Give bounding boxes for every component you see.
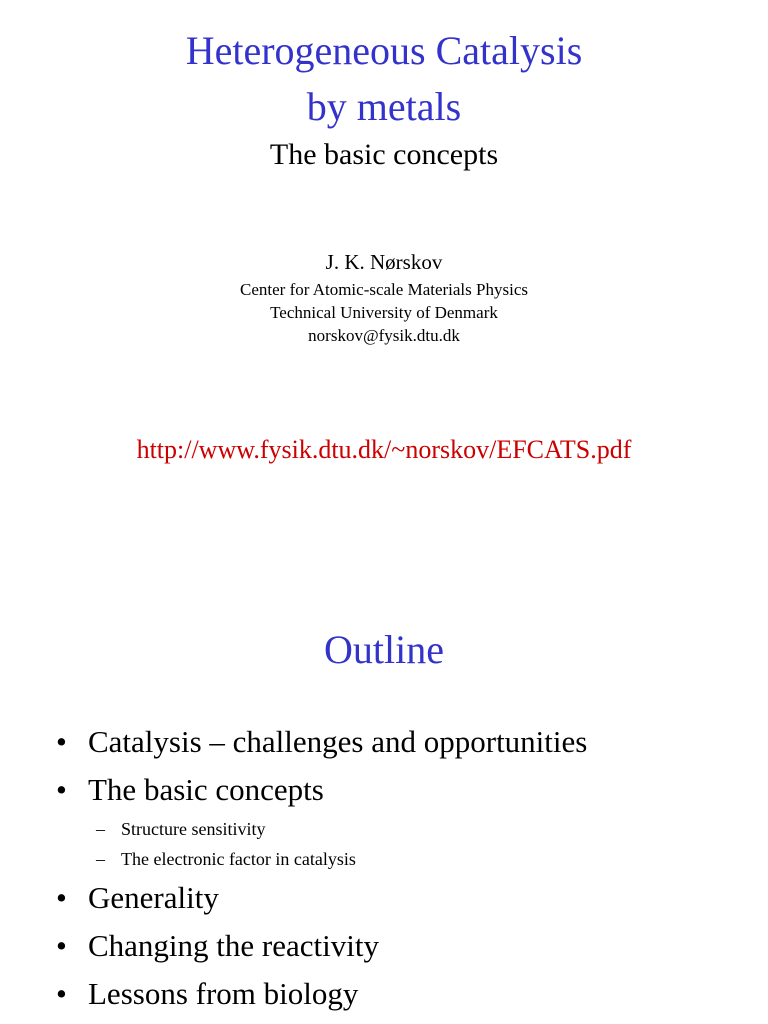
outline-item	[0, 874, 768, 922]
dash-icon: –	[96, 819, 105, 839]
outline-item	[0, 766, 768, 814]
outline-item-text: Changing the reactivity	[88, 928, 379, 963]
outline-subitem	[0, 844, 768, 874]
bullet-icon: •	[56, 772, 67, 807]
outline-list	[0, 718, 768, 1018]
author-name: J. K. Nørskov	[325, 250, 443, 274]
subtitle: The basic concepts	[269, 138, 499, 171]
outline-item	[0, 922, 768, 970]
outline-subitem	[0, 814, 768, 844]
outline-subitem-text: Structure sensitivity	[121, 819, 266, 839]
bullet-icon: •	[56, 976, 67, 1011]
outline-item-text: Generality	[88, 880, 219, 915]
dash-icon: –	[96, 849, 105, 869]
bullet-icon: •	[56, 880, 67, 915]
outline-item	[0, 718, 768, 766]
outline-subitem-text: The electronic factor in catalysis	[121, 849, 356, 869]
bullet-icon: •	[56, 724, 67, 759]
affiliation-line-1: Center for Atomic-scale Materials Physics	[240, 280, 528, 299]
outline-heading: Outline	[324, 627, 444, 672]
outline-item-text: Lessons from biology	[88, 976, 359, 1011]
author-email[interactable]: norskov@fysik.dtu.dk	[308, 326, 460, 345]
outline-subitems	[0, 814, 768, 874]
outline-item-text: Catalysis – challenges and opportunities	[88, 724, 588, 759]
title-line-2: by metals	[306, 84, 462, 129]
affiliation-line-2: Technical University of Denmark	[270, 303, 498, 322]
outline-item	[0, 970, 768, 1018]
outline-item-text: The basic concepts	[88, 772, 324, 807]
pdf-link[interactable]: http://www.fysik.dtu.dk/~norskov/EFCATS.pdf	[136, 435, 632, 464]
title-line-1: Heterogeneous Catalysis	[185, 28, 583, 73]
bullet-icon: •	[56, 928, 67, 963]
